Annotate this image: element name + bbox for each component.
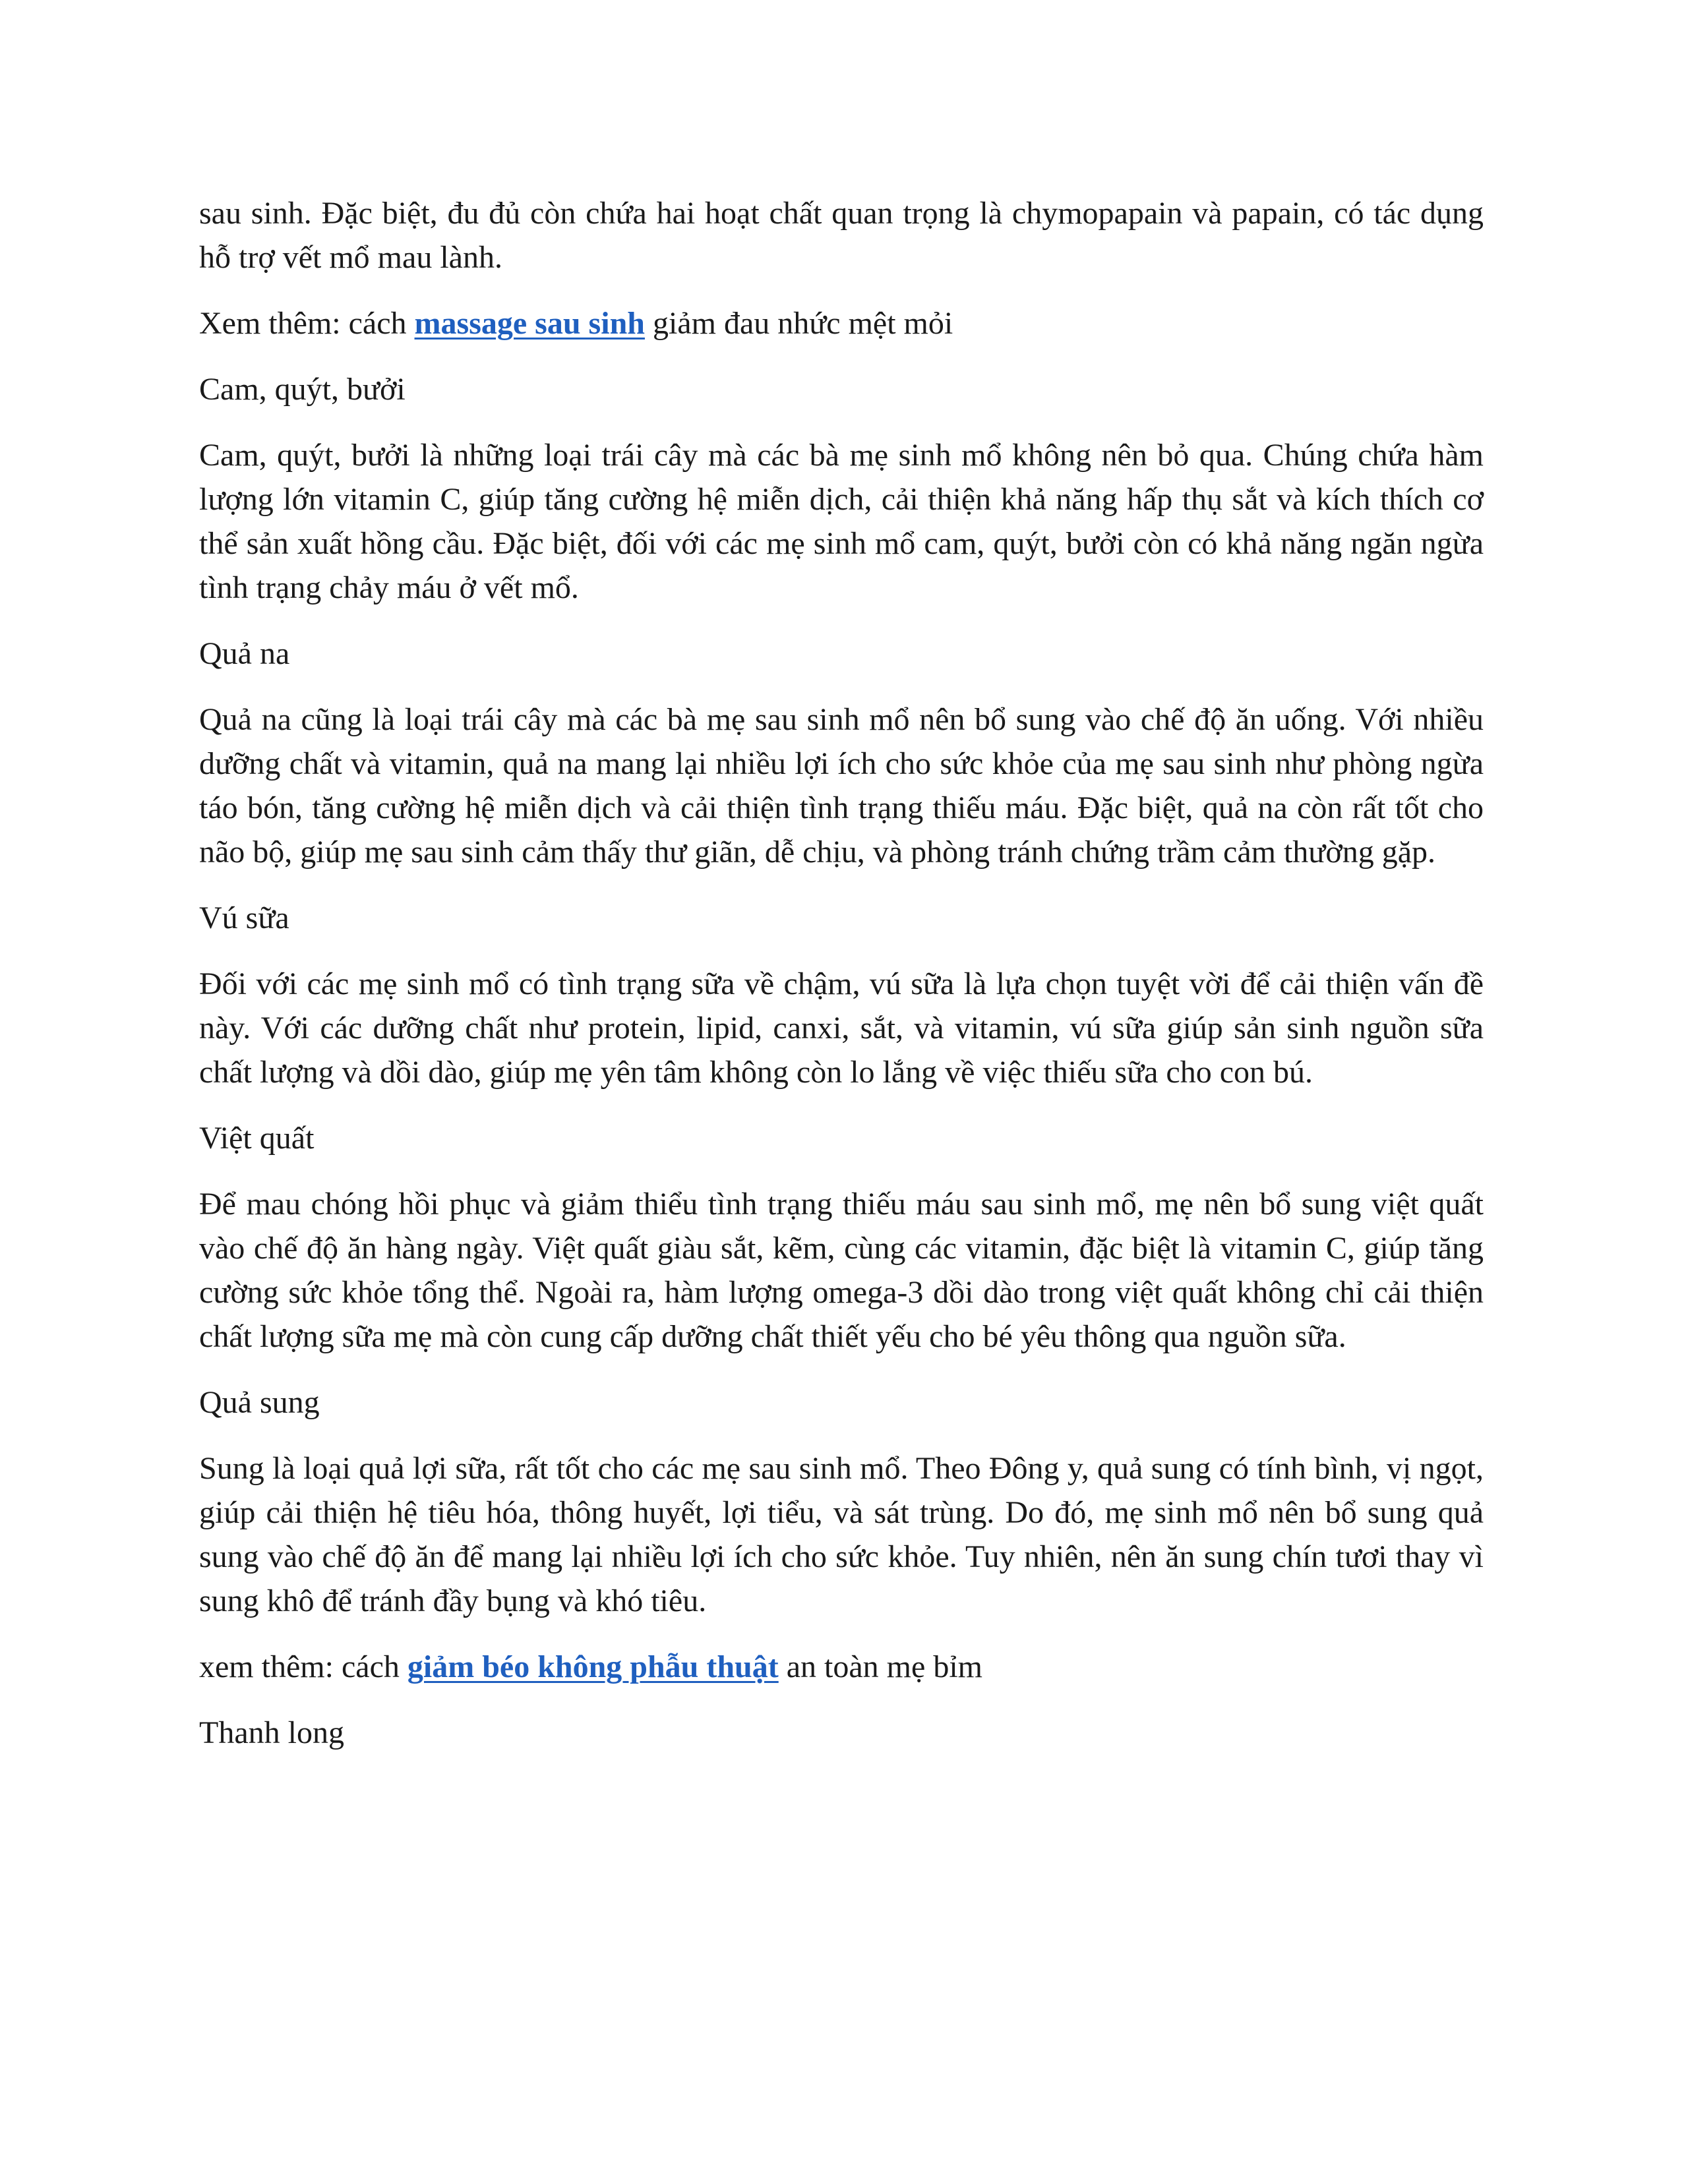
- see-also-suffix: giảm đau nhức mệt mỏi: [644, 306, 953, 341]
- document-page: [199, 191, 1484, 1777]
- giam-beo-khong-phau-thuat-link[interactable]: giảm béo không phẫu thuật: [407, 1649, 779, 1684]
- section-heading-cam-quyt-buoi: Cam, quýt, bưởi: [199, 372, 406, 407]
- section-body-viet-quat: Để mau chóng hồi phục và giảm thiểu tình trạng thiếu máu sau sinh mổ, mẹ nên bổ sung việt quất vào chế độ ăn hàng ngày. Việt quất giàu sắt, kẽm, cùng các vitamin, đặc biệt là vitamin C, giúp tăng cường sức khỏe tổng thể. Ngoài ra, hàm lượng omega-3 dồi dào trong việt quất không chỉ cải thiện chất lượng sữa mẹ mà còn cung cấp dưỡng chất thiết yếu cho bé yêu thông qua nguồn sữa.: [199, 1187, 1484, 1354]
- see-also-prefix: xem thêm: cách: [199, 1649, 407, 1684]
- see-also-prefix: Xem thêm: cách: [199, 306, 415, 341]
- section-heading-qua-sung: Quả sung: [199, 1385, 320, 1420]
- see-also-massage: [199, 301, 1484, 345]
- section-body-qua-na: Quả na cũng là loại trái cây mà các bà mẹ sau sinh mổ nên bổ sung vào chế độ ăn uống. Với nhiều dưỡng chất và vitamin, quả na mang lại nhiều lợi ích cho sức khỏe của mẹ sau sinh như phòng ngừa táo bón, tăng cường hệ miễn dịch và cải thiện tình trạng thiếu máu. Đặc biệt, quả na còn rất tốt cho não bộ, giúp mẹ sau sinh cảm thấy thư giãn, dễ chịu, và phòng tránh chứng trầm cảm thường gặp.: [199, 702, 1484, 870]
- section-body-vu-sua: Đối với các mẹ sinh mổ có tình trạng sữa về chậm, vú sữa là lựa chọn tuyệt vời để cải thiện vấn đề này. Với các dưỡng chất như protein, lipid, canxi, sắt, và vitamin, vú sữa giúp sản sinh nguồn sữa chất lượng và dồi dào, giúp mẹ yên tâm không còn lo lắng về việc thiếu sữa cho con bú.: [199, 966, 1484, 1090]
- section-heading-thanh-long: Thanh long: [199, 1715, 344, 1750]
- section-body-cam-quyt-buoi: Cam, quýt, bưởi là những loại trái cây mà các bà mẹ sinh mổ không nên bỏ qua. Chúng chứa hàm lượng lớn vitamin C, giúp tăng cường hệ miễn dịch, cải thiện khả năng hấp thụ sắt và kích thích cơ thể sản xuất hồng cầu. Đặc biệt, đối với các mẹ sinh mổ cam, quýt, bưởi còn có khả năng ngăn ngừa tình trạng chảy máu ở vết mổ.: [199, 438, 1484, 605]
- see-also-giam-beo: [199, 1645, 1484, 1689]
- section-body-qua-sung: Sung là loại quả lợi sữa, rất tốt cho các mẹ sau sinh mổ. Theo Đông y, quả sung có tính bình, vị ngọt, giúp cải thiện hệ tiêu hóa, thông huyết, lợi tiểu, và sát trùng. Do đó, mẹ sinh mổ nên bổ sung quả sung vào chế độ ăn để mang lại nhiều lợi ích cho sức khỏe. Tuy nhiên, nên ăn sung chín tươi thay vì sung khô để tránh đầy bụng và khó tiêu.: [199, 1451, 1484, 1618]
- massage-sau-sinh-link[interactable]: massage sau sinh: [414, 306, 645, 341]
- see-also-suffix: an toàn mẹ bỉm: [778, 1649, 982, 1684]
- section-heading-vu-sua: Vú sữa: [199, 900, 289, 935]
- section-heading-qua-na: Quả na: [199, 636, 290, 671]
- intro-paragraph: sau sinh. Đặc biệt, đu đủ còn chứa hai hoạt chất quan trọng là chymopapain và papain, có tác dụng hỗ trợ vết mổ mau lành.: [199, 196, 1484, 275]
- section-heading-viet-quat: Việt quất: [199, 1121, 315, 1156]
